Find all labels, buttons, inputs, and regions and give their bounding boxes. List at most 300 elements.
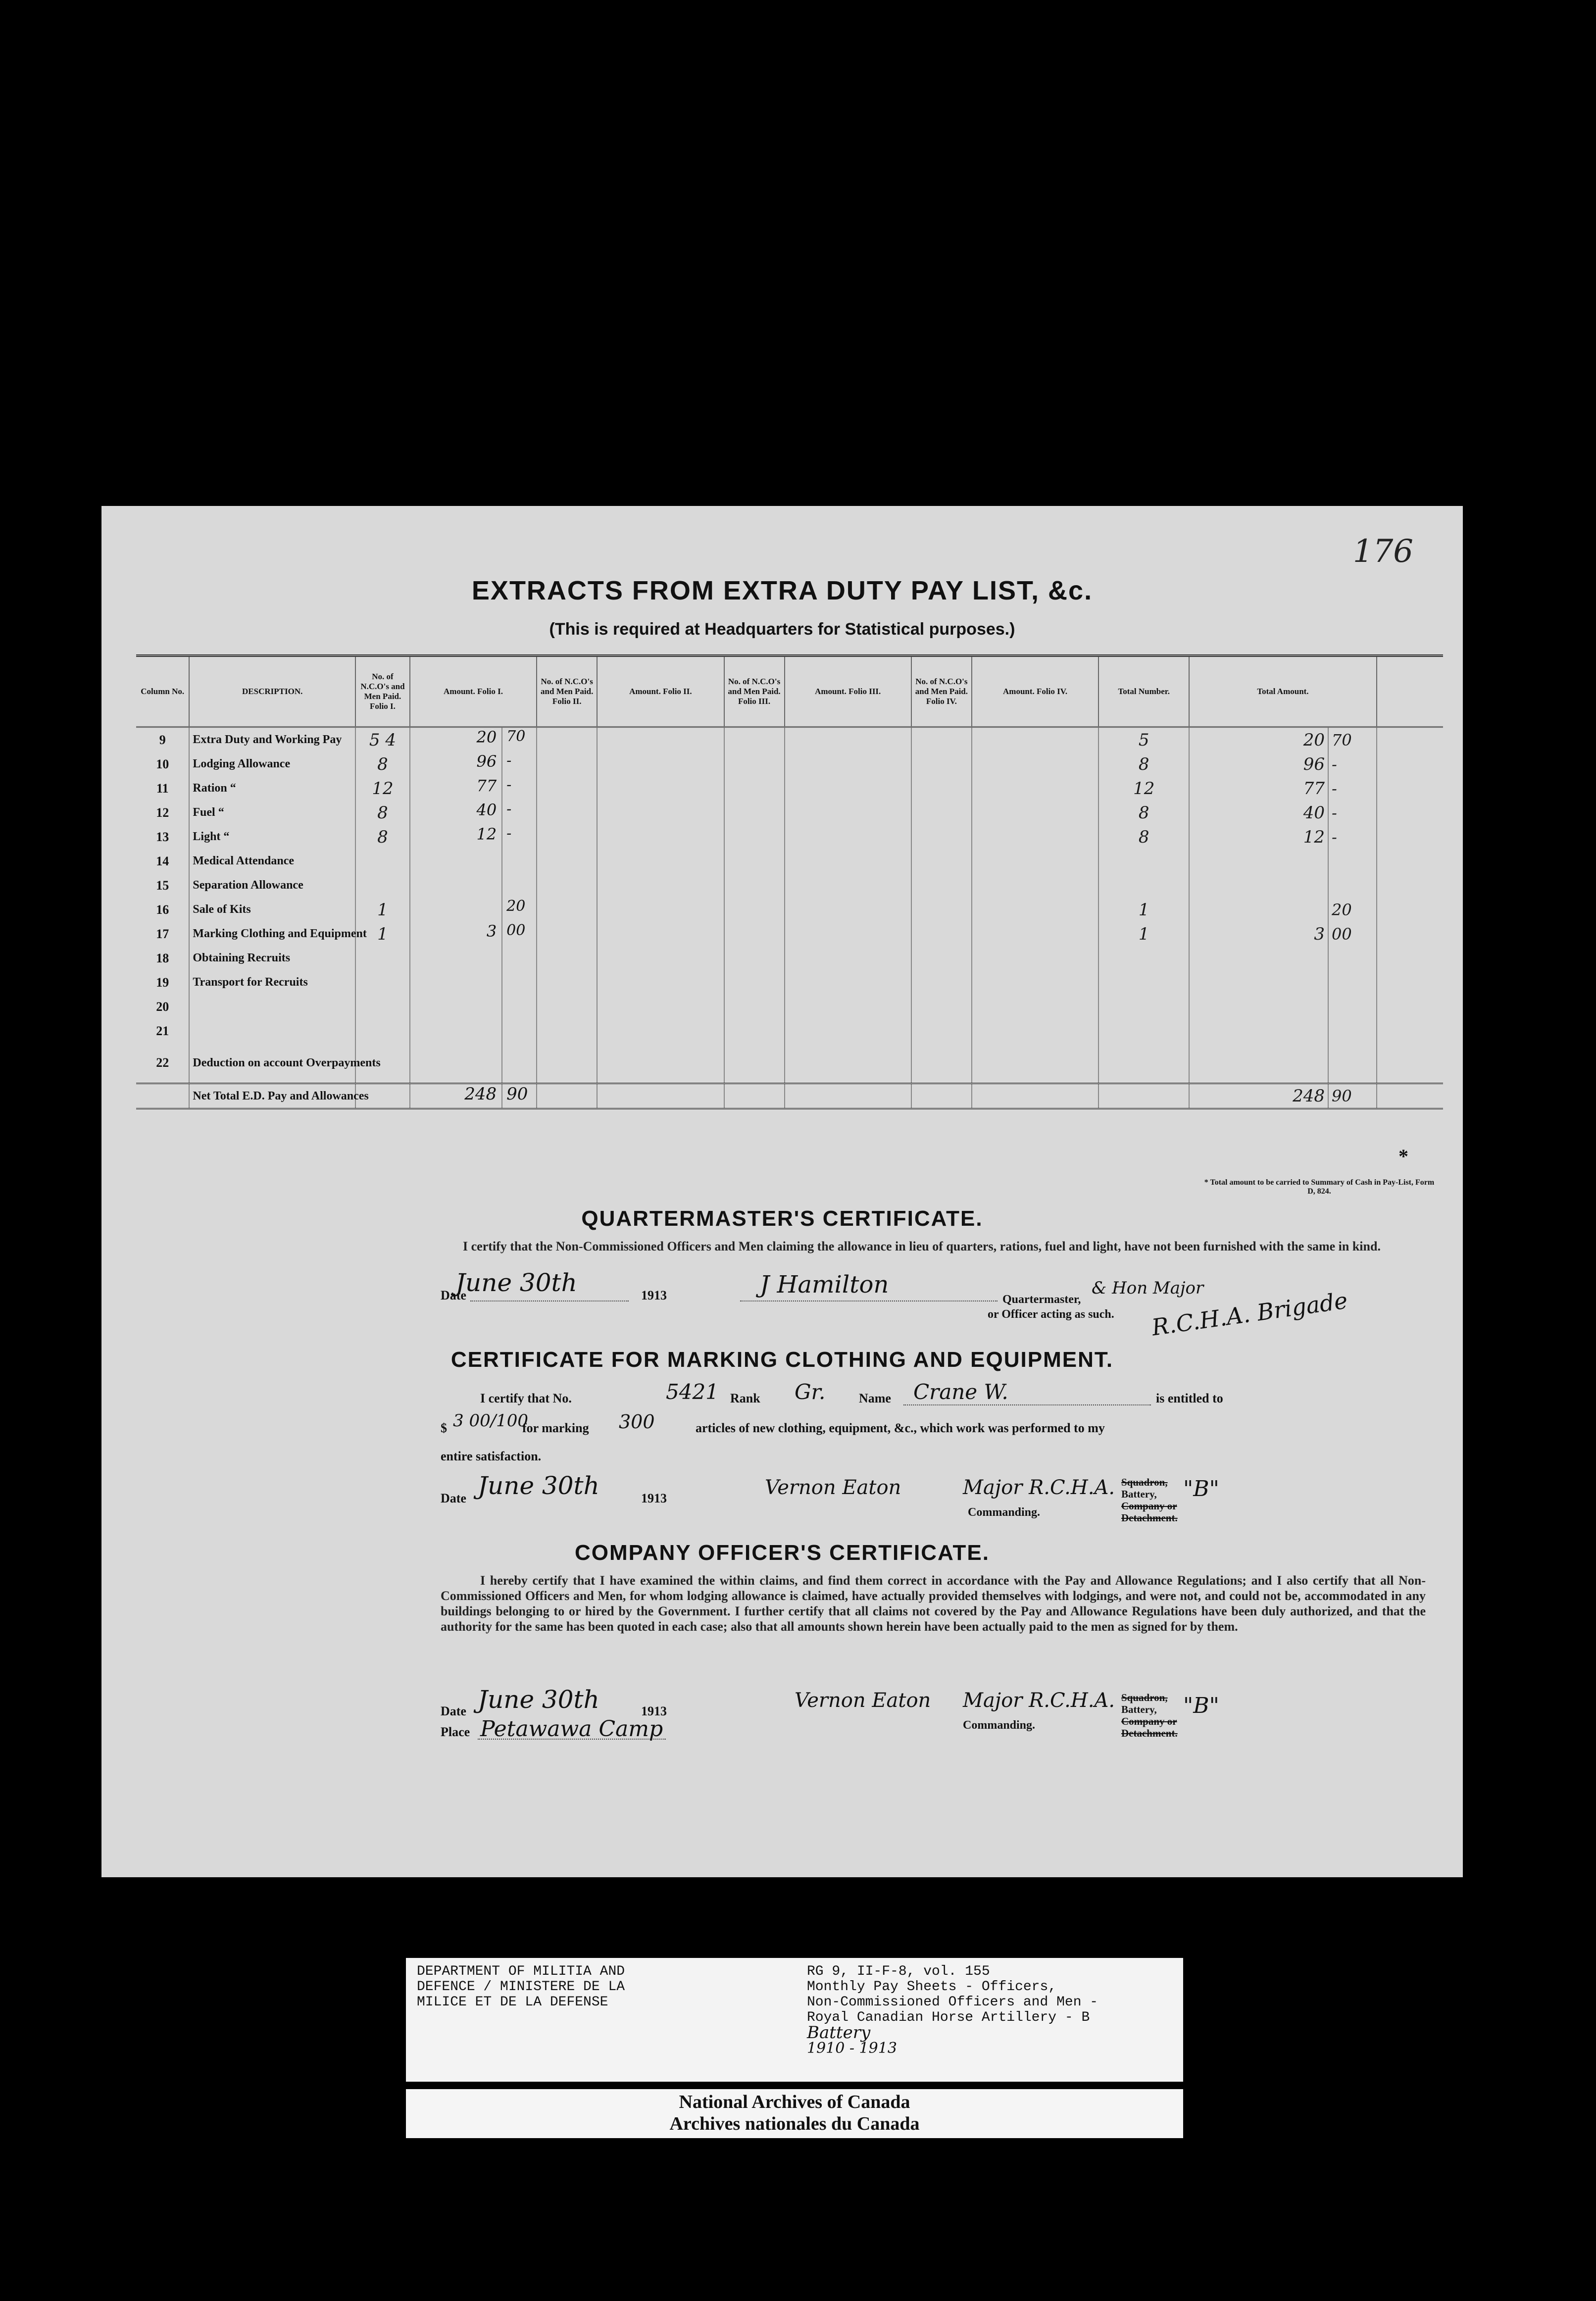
qm-title-hand: & Hon Major [1092, 1278, 1204, 1298]
row-empty-cell [972, 898, 1098, 922]
row-dollars-folio-1 [410, 995, 502, 1019]
row-empty-cell [537, 995, 597, 1019]
qm-signature: J Hamilton [760, 1271, 889, 1299]
row-empty-cell [1377, 946, 1443, 970]
header-total-amount: Total Amount. [1189, 656, 1376, 727]
row-total-cents [1328, 970, 1377, 995]
row-column-no: 11 [156, 781, 169, 796]
row-empty-cell [1377, 727, 1443, 752]
header-no-paid-folio-4: No. of N.C.O's and Men Paid. Folio IV. [911, 656, 972, 727]
table-row [136, 946, 1443, 970]
row-empty-cell [597, 922, 724, 946]
qm-cert-text: I certify that the Non-Commissioned Officers and Men claiming the allowance in lieu of quarters, rations, fuel and light, have not been furnished with the same in kind. [463, 1239, 1381, 1253]
row-total-cents: 20 [1328, 898, 1377, 922]
table-row [136, 1019, 1443, 1043]
marking-unit-battery: Battery, [1121, 1488, 1157, 1500]
row-description: Obtaining Recruits [189, 946, 355, 970]
row-count-folio-1 [355, 873, 410, 898]
row-empty-cell [911, 1043, 972, 1084]
row-dollars-folio-1 [410, 849, 502, 873]
row-empty-cell [597, 1043, 724, 1084]
row-empty-cell [537, 776, 597, 800]
marking-rank-sig: Major R.C.H.A. [963, 1476, 1115, 1499]
archives-french: Archives nationales du Canada [669, 2113, 920, 2134]
row-empty-cell [537, 849, 597, 873]
marking-dollar-sign: $ [441, 1421, 447, 1435]
row-amount-folio-1 [410, 776, 537, 800]
row-empty-cell [785, 825, 911, 849]
row-dollars-folio-1 [410, 898, 502, 922]
qm-or-label: or Officer acting as such. [988, 1308, 1114, 1321]
row-description: Marking Clothing and Equipment [189, 922, 355, 946]
row-empty-cell [1377, 922, 1443, 946]
row-total-dollars: 77 [1189, 776, 1328, 800]
row-empty-cell [537, 825, 597, 849]
row-empty-cell [911, 995, 972, 1019]
row-total-cents [1328, 849, 1377, 873]
row-empty-cell [972, 873, 1098, 898]
archives-english: National Archives of Canada [679, 2092, 910, 2112]
row-total-dollars: 3 [1189, 922, 1328, 946]
row-empty-cell [724, 970, 785, 995]
row-empty-cell [911, 970, 972, 995]
row-cents-folio-1 [502, 1019, 536, 1043]
row-total-cents [1328, 1019, 1377, 1043]
row-empty-cell [785, 946, 911, 970]
total-label: Net Total E.D. Pay and Allowances [189, 1084, 355, 1109]
row-empty-cell [972, 922, 1098, 946]
marking-amount: 3 00/100 [453, 1411, 529, 1431]
row-empty-cell [724, 1043, 785, 1084]
company-date-value: June 30th [478, 1685, 599, 1714]
total-empty [1098, 1084, 1189, 1109]
row-description: Sale of Kits [189, 898, 355, 922]
header-amount-folio-3: Amount. Folio III. [785, 656, 911, 727]
row-description: Light “ [189, 825, 355, 849]
row-cents-folio-1 [502, 849, 536, 873]
row-empty-cell [724, 898, 785, 922]
row-empty-cell [911, 849, 972, 873]
row-empty-cell [537, 752, 597, 776]
row-total-number: 5 [1098, 727, 1189, 752]
row-empty-cell [972, 1043, 1098, 1084]
total-amount-dollars: 248 [1189, 1084, 1328, 1109]
table-row [136, 922, 1443, 946]
row-empty-cell [537, 873, 597, 898]
header-total-number: Total Number. [1098, 656, 1189, 727]
row-amount-folio-1 [410, 922, 537, 946]
row-total-number: 8 [1098, 825, 1189, 849]
row-empty-cell [911, 898, 972, 922]
company-unit-detachment: Detachment. [1121, 1727, 1178, 1739]
marking-unit-options [1121, 1476, 1178, 1524]
row-empty-cell [724, 825, 785, 849]
header-description: DESCRIPTION. [189, 656, 355, 727]
row-cents-folio-1: - [506, 825, 512, 842]
row-empty-cell [597, 898, 724, 922]
row-total-dollars [1189, 898, 1328, 922]
row-empty-cell [972, 995, 1098, 1019]
row-empty-cell [911, 825, 972, 849]
archive-ref-line2: Non-Commissioned Officers and Men - [807, 1995, 1098, 2010]
total-empty [911, 1084, 972, 1109]
row-count-folio-1 [355, 946, 410, 970]
header-no-paid-folio-1: No. of N.C.O's and Men Paid. Folio I. [355, 656, 410, 727]
row-empty-cell [597, 800, 724, 825]
row-description: Separation Allowance [189, 873, 355, 898]
row-amount-folio-1 [410, 873, 537, 898]
company-place-label: Place [441, 1725, 470, 1739]
row-empty-cell [972, 800, 1098, 825]
row-total-cents: - [1328, 776, 1377, 800]
table-row [136, 800, 1443, 825]
row-empty-cell [597, 727, 724, 752]
row-description [189, 1019, 355, 1043]
archive-hand-years: 1910 - 1913 [807, 2040, 897, 2057]
row-column-no: 12 [156, 805, 169, 820]
row-total-number [1098, 946, 1189, 970]
total-amount-cents: 90 [1328, 1084, 1377, 1109]
row-empty-cell [785, 849, 911, 873]
total-empty [1377, 1084, 1443, 1109]
row-empty-cell [724, 776, 785, 800]
row-column-no: 14 [156, 853, 169, 868]
row-empty-cell [785, 873, 911, 898]
row-count-folio-1: 5 4 [355, 727, 410, 752]
company-commanding-label: Commanding. [963, 1719, 1036, 1732]
qm-date-label: Date [441, 1288, 466, 1302]
row-empty-cell [724, 946, 785, 970]
row-total-dollars [1189, 946, 1328, 970]
row-empty-cell [724, 995, 785, 1019]
row-amount-folio-1 [410, 849, 537, 873]
marking-date-label: Date [441, 1491, 466, 1505]
row-empty-cell [911, 922, 972, 946]
table-row [136, 727, 1443, 752]
table-header-row [136, 656, 1443, 727]
row-empty-cell [1377, 898, 1443, 922]
qm-cert-heading: QUARTERMASTER'S CERTIFICATE. [581, 1206, 983, 1231]
row-column-no: 20 [156, 999, 169, 1014]
row-total-dollars [1189, 1043, 1328, 1084]
document-page [101, 506, 1463, 1877]
header-blank [1377, 656, 1443, 727]
row-empty-cell [597, 1019, 724, 1043]
row-empty-cell [785, 727, 911, 752]
company-signature: Vernon Eaton [795, 1689, 931, 1712]
row-cents-folio-1: 20 [506, 898, 526, 915]
marking-certify-label: I certify that No. [480, 1391, 572, 1405]
marking-unit-squadron: Squadron, [1121, 1476, 1168, 1488]
total-amount-folio-1 [410, 1084, 537, 1109]
row-dollars-folio-1 [410, 946, 502, 970]
company-date-label: Date [441, 1704, 466, 1718]
qm-date-value: June 30th [455, 1268, 577, 1297]
row-empty-cell [597, 970, 724, 995]
row-empty-cell [724, 849, 785, 873]
row-description: Transport for Recruits [189, 970, 355, 995]
row-empty-cell [597, 752, 724, 776]
row-empty-cell [537, 970, 597, 995]
row-amount-folio-1 [410, 1019, 537, 1043]
archive-ref-number: RG 9, II-F-8, vol. 155 [807, 1964, 990, 1979]
row-total-cents: 70 [1328, 727, 1377, 752]
row-empty-cell [911, 776, 972, 800]
row-empty-cell [597, 849, 724, 873]
row-empty-cell [785, 970, 911, 995]
row-cents-folio-1: - [506, 752, 512, 769]
row-cents-folio-1 [502, 995, 536, 1019]
row-column-no: 21 [156, 1023, 169, 1038]
row-empty-cell [1377, 970, 1443, 995]
table-row [136, 995, 1443, 1019]
table-row [136, 825, 1443, 849]
row-total-dollars [1189, 1019, 1328, 1043]
table-row [136, 898, 1443, 922]
table-row [136, 776, 1443, 800]
total-empty [785, 1084, 911, 1109]
row-total-cents: - [1328, 800, 1377, 825]
row-amount-folio-1 [410, 898, 537, 922]
row-empty-cell [1377, 752, 1443, 776]
row-total-cents [1328, 1043, 1377, 1084]
row-empty-cell [597, 873, 724, 898]
row-total-number [1098, 995, 1189, 1019]
footnote: * Total amount to be carried to Summary of Cash in Pay-List, Form D, 824. [1204, 1178, 1435, 1196]
company-unit-options [1121, 1692, 1178, 1739]
row-amount-folio-1 [410, 727, 537, 752]
row-description: Extra Duty and Working Pay [189, 727, 355, 752]
marking-articles-text: articles of new clothing, equipment, &c., which work was performed to my [696, 1421, 1105, 1435]
total-empty [136, 1084, 189, 1109]
row-empty-cell [724, 800, 785, 825]
row-empty-cell [972, 946, 1098, 970]
row-dollars-folio-1 [410, 1019, 502, 1043]
row-empty-cell [537, 1019, 597, 1043]
row-dollars-folio-1: 96 [410, 752, 502, 776]
row-empty-cell [537, 800, 597, 825]
row-total-number: 8 [1098, 800, 1189, 825]
archive-hand-battery: Battery [807, 2023, 871, 2043]
row-empty-cell [785, 898, 911, 922]
document-title: EXTRACTS FROM EXTRA DUTY PAY LIST, &c. [471, 576, 1093, 605]
row-empty-cell [724, 752, 785, 776]
national-archives-label [406, 2089, 1183, 2138]
company-place-value: Petawawa Camp [480, 1716, 663, 1742]
row-cents-folio-1 [502, 946, 536, 970]
row-count-folio-1 [355, 1019, 410, 1043]
row-empty-cell [724, 727, 785, 752]
row-count-folio-1 [355, 849, 410, 873]
row-total-cents [1328, 873, 1377, 898]
marking-name: Crane W. [913, 1380, 1008, 1404]
header-amount-folio-2: Amount. Folio II. [597, 656, 724, 727]
extra-duty-table [136, 654, 1443, 1109]
marking-unit-company: Company or [1121, 1500, 1177, 1512]
marking-cert-heading: CERTIFICATE FOR MARKING CLOTHING AND EQUIPMENT. [450, 1348, 1114, 1372]
company-place-rule [478, 1739, 666, 1740]
folio-number: 176 [1352, 533, 1413, 570]
row-description [189, 995, 355, 1019]
row-cents-folio-1 [502, 970, 536, 995]
marking-year: 1913 [641, 1491, 667, 1505]
row-total-number: 12 [1098, 776, 1189, 800]
total-asterisk: * [1398, 1145, 1408, 1167]
row-empty-cell [1377, 1019, 1443, 1043]
row-amount-folio-1 [410, 800, 537, 825]
header-no-paid-folio-3: No. of N.C.O's and Men Paid. Folio III. [724, 656, 785, 727]
marking-entire-label: entire satisfaction. [441, 1449, 542, 1463]
row-empty-cell [785, 800, 911, 825]
marking-number: 5421 [666, 1380, 719, 1404]
row-empty-cell [911, 873, 972, 898]
marking-entitled-label: is entitled to [1156, 1391, 1223, 1405]
row-empty-cell [972, 727, 1098, 752]
company-rank-sig: Major R.C.H.A. [963, 1689, 1115, 1712]
row-empty-cell [785, 1043, 911, 1084]
marking-unit-detachment: Detachment. [1121, 1512, 1178, 1524]
row-column-no: 15 [156, 878, 169, 893]
total-empty [537, 1084, 597, 1109]
row-empty-cell [972, 825, 1098, 849]
marking-signature: Vernon Eaton [765, 1476, 901, 1499]
row-empty-cell [724, 873, 785, 898]
company-unit-squadron: Squadron, [1121, 1692, 1168, 1703]
table-row [136, 1043, 1443, 1084]
row-empty-cell [537, 1043, 597, 1084]
row-count-folio-1: 8 [355, 800, 410, 825]
company-unit-battery: Battery, [1121, 1703, 1157, 1715]
row-cents-folio-1: 70 [506, 728, 526, 745]
marking-rank: Gr. [795, 1380, 826, 1404]
row-empty-cell [1377, 825, 1443, 849]
table-total-row [136, 1084, 1443, 1109]
row-empty-cell [972, 849, 1098, 873]
row-cents-folio-1 [502, 873, 536, 898]
row-count-folio-1: 1 [355, 898, 410, 922]
total-empty [597, 1084, 724, 1109]
company-cert-text: I hereby certify that I have examined the within claims, and find them correct in accordance with the Pay and Allowance Regulations; and I also certify that all Non-Commissioned Officers and Men, for whom lodging allowance is claimed, have actually provided themselves with lodgings, and were not, and could not be, accommodated in any buildings belonging to or hired by the Government. I further certify that all claims not covered by the Pay and Allowance Regulations have been duly authorized, and that the authority for the same has been quoted in each case; also that all amounts shown herein have been actually paid to the men as signed for by them. [441, 1573, 1426, 1634]
row-empty-cell [972, 1019, 1098, 1043]
row-total-number [1098, 1043, 1189, 1084]
row-empty-cell [911, 1019, 972, 1043]
row-total-dollars: 12 [1189, 825, 1328, 849]
marking-for-label: for marking [522, 1421, 589, 1435]
row-empty-cell [724, 1019, 785, 1043]
total-empty [724, 1084, 785, 1109]
row-empty-cell [537, 898, 597, 922]
document-subtitle: (This is required at Headquarters for Statistical purposes.) [549, 620, 1015, 639]
row-empty-cell [597, 825, 724, 849]
row-empty-cell [1377, 1043, 1443, 1084]
row-column-no: 19 [156, 975, 169, 990]
row-column-no: 16 [156, 902, 169, 917]
row-total-cents [1328, 995, 1377, 1019]
row-empty-cell [1377, 873, 1443, 898]
company-unit-value: "B" [1183, 1693, 1219, 1718]
row-empty-cell [972, 776, 1098, 800]
total-cents-folio-1: 90 [506, 1084, 528, 1104]
row-amount-folio-1 [410, 995, 537, 1019]
row-total-dollars [1189, 873, 1328, 898]
row-column-no: 17 [156, 926, 169, 941]
marking-commanding-label: Commanding. [968, 1506, 1041, 1519]
row-column-no: 9 [159, 732, 166, 747]
row-total-dollars [1189, 970, 1328, 995]
row-total-number [1098, 873, 1189, 898]
row-empty-cell [1377, 849, 1443, 873]
row-empty-cell [1377, 995, 1443, 1019]
row-total-cents [1328, 946, 1377, 970]
row-dollars-folio-1 [410, 1043, 502, 1083]
row-empty-cell [597, 995, 724, 1019]
table-row [136, 849, 1443, 873]
row-empty-cell [972, 970, 1098, 995]
row-total-dollars [1189, 849, 1328, 873]
row-empty-cell [911, 946, 972, 970]
row-empty-cell [537, 946, 597, 970]
row-total-dollars: 40 [1189, 800, 1328, 825]
company-year: 1913 [641, 1704, 667, 1718]
marking-rank-label: Rank [730, 1391, 760, 1405]
marking-articles-count: 300 [619, 1411, 655, 1433]
archive-ref-line3: Royal Canadian Horse Artillery - B [807, 2010, 1090, 2025]
archive-ref-line1: Monthly Pay Sheets - Officers, [807, 1979, 1057, 1995]
row-empty-cell [911, 800, 972, 825]
row-dollars-folio-1: 20 [410, 728, 502, 752]
row-count-folio-1: 8 [355, 825, 410, 849]
company-unit-company: Company or [1121, 1715, 1177, 1727]
row-count-folio-1: 12 [355, 776, 410, 800]
row-empty-cell [537, 922, 597, 946]
row-dollars-folio-1: 40 [410, 800, 502, 825]
row-empty-cell [785, 922, 911, 946]
row-amount-folio-1 [410, 752, 537, 776]
row-description: Lodging Allowance [189, 752, 355, 776]
row-amount-folio-1 [410, 1043, 537, 1084]
total-dollars-folio-1: 248 [410, 1084, 502, 1108]
archive-department: DEPARTMENT OF MILITIA AND DEFENCE / MINISTERE DE LA MILICE ET DE LA DEFENSE [417, 1964, 625, 2010]
table-row [136, 873, 1443, 898]
row-description: Ration “ [189, 776, 355, 800]
row-empty-cell [785, 995, 911, 1019]
row-column-no: 22 [156, 1055, 169, 1070]
row-count-folio-1 [355, 970, 410, 995]
header-amount-folio-1: Amount. Folio I. [410, 656, 537, 727]
row-cents-folio-1 [502, 1043, 536, 1083]
archive-reference [807, 1964, 1173, 2056]
company-cert-heading: COMPANY OFFICER'S CERTIFICATE. [574, 1541, 990, 1565]
row-dollars-folio-1 [410, 873, 502, 898]
row-cents-folio-1: - [506, 776, 512, 794]
header-column-no: Column No. [136, 656, 189, 727]
row-empty-cell [597, 776, 724, 800]
row-empty-cell [1377, 800, 1443, 825]
row-empty-cell [911, 727, 972, 752]
qm-year: 1913 [641, 1288, 667, 1302]
row-dollars-folio-1: 12 [410, 825, 502, 849]
row-dollars-folio-1: 77 [410, 776, 502, 800]
row-amount-folio-1 [410, 825, 537, 849]
row-empty-cell [597, 946, 724, 970]
row-empty-cell [537, 727, 597, 752]
header-no-paid-folio-2: No. of N.C.O's and Men Paid. Folio II. [537, 656, 597, 727]
row-total-dollars: 96 [1189, 752, 1328, 776]
row-total-number: 1 [1098, 922, 1189, 946]
row-total-cents: - [1328, 825, 1377, 849]
row-column-no: 13 [156, 829, 169, 844]
archive-reference-label [406, 1958, 1183, 2082]
